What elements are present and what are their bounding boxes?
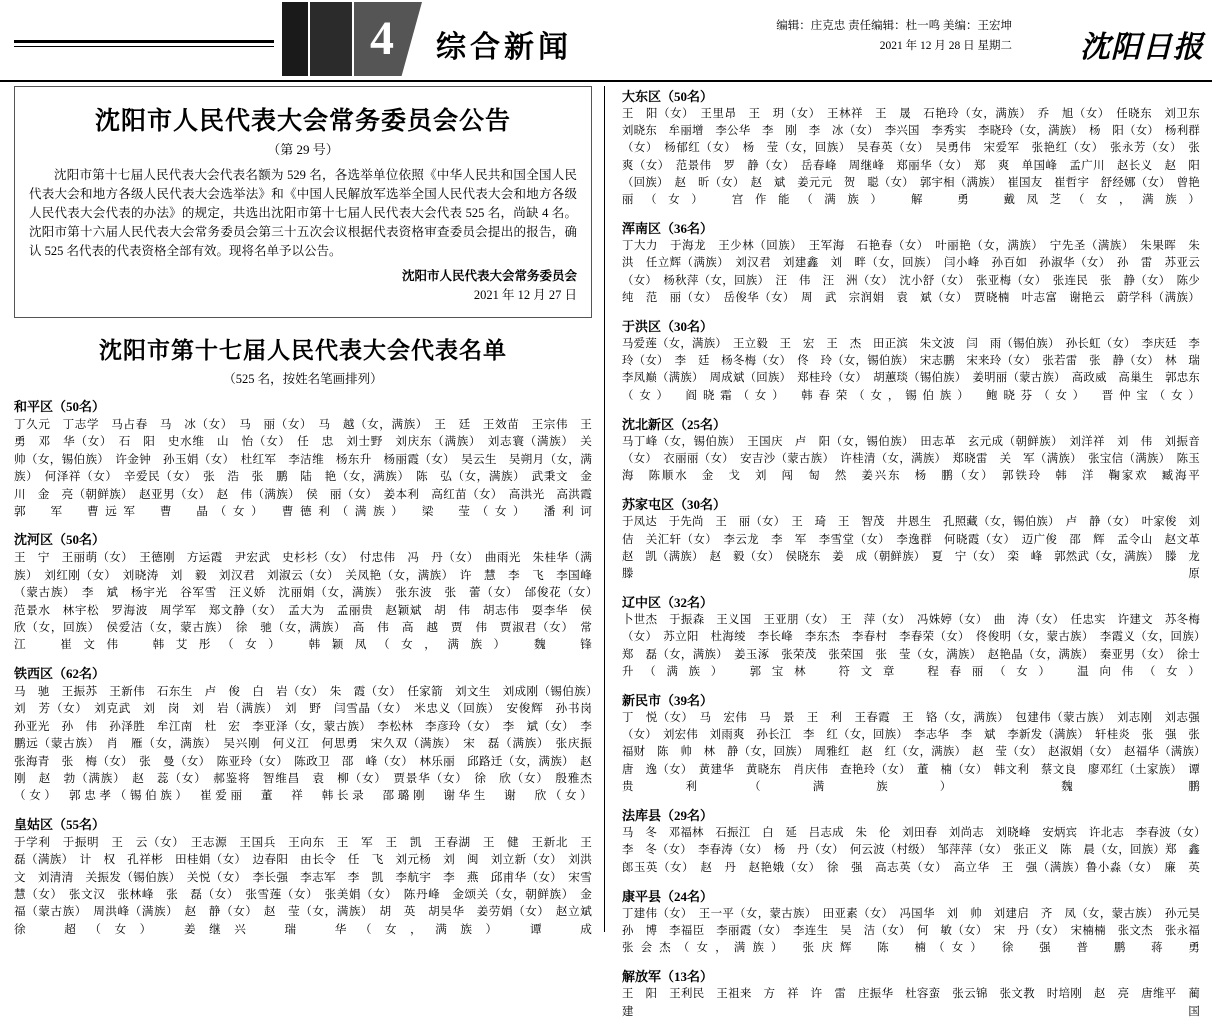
district-group [622,805,1212,877]
district-heading: 新民市（39名） [622,693,714,709]
district-heading: 和平区（50名） [14,399,106,414]
district-group [622,316,1212,405]
district-names: 卜世杰 于振森 王义国 王亚朋（女） 王 萍（女） 冯姝婷（女） 曲 涛（女） 任忠实 许建文 苏冬梅（女） 苏立阳 杜海绫 李长峰 李东杰 李春村 李春荣（女） 佟俊明（女，蒙古族） 李霞义（女，回族） 郑 磊（女，满族） 姜玉涿 张荣茂 张荣国 张 莹（女，满族） 赵艳晶（女，满族） 秦亚男（女） 徐士升（满族） 郭宝林 符文章 程春丽（女） 温向伟（女） [622,614,1212,678]
masthead-block-graphic [282,2,422,76]
list-title: 沈阳市第十七届人民代表大会代表名单 [99,338,507,363]
district-heading: 苏家屯区（30名） [622,497,727,513]
district-heading: 铁西区（62名） [14,665,106,681]
masthead-credits [776,16,1012,56]
district-group [14,663,604,805]
right-column [622,86,1212,1021]
district-group [14,529,604,653]
list-subtitle: （525 名，按姓名笔画排列） [223,372,383,386]
district-group [622,690,1212,796]
masthead-rule-bottom [14,46,274,47]
masthead-block-1 [282,2,308,76]
district-names: 王 阳 王利民 王祖来 方 祥 许 雷 庄振华 杜容蛮 张云锦 张文教 时培刚 赵 亮 唐维平 蔺建国 [622,988,1200,1018]
district-heading: 法库县（29名） [622,808,714,824]
district-heading: 浑南区（36名） [622,221,714,237]
credits-editors: 编辑：庄克忠 责任编辑：杜一鸣 美编：王宏坤 [776,20,1012,32]
announcement-number: （第 29 号） [267,142,339,157]
district-names: 丁久元 丁志学 马占春 马 冰（女） 马 丽（女） 马 越（女，满族） 王 廷 王效苗 王宗伟 王 勇 邓 华（女） 石 阳 史水维 山 怡（女） 任 忠 刘士野 刘庆东（满族） 刘志寰（满族） 关 帅（女，锡伯族） 许金钟 孙玉娟（女） 杜红军 李洁维 杨东升 杨丽霞（女） 吴云生 吴朔月（女，满族） 何泽祥（女） 辛爱民（女） 张 浩 张 鹏 陆 艳（女，满族） 陈 弘（女，满族） 武秉文 金 川 金 亮（朝鲜族） 赵亚男（女） 赵 伟（满族） 侯 丽（女） 姜本利 高红苗（女） 高洪光 高洪霞 郭 军 曹远军 曹 晶（女） 曹德利（满族） 梁 莹（女） 潘利诃 [14,418,604,519]
district-names: 马爱莲（女，满族） 王立毅 王 宏 王 杰 田正滨 朱文波 闫 雨（锡伯族） 孙长虹（女） 李庆廷 李 玲（女） 李 廷 杨冬梅（女） 佟 玲（女，锡伯族） 宋志鹏 宋来玲（女） 张若雷 张 静（女） 林 瑞 李凤巅（满族） 周成斌（回族） 郑桂玲（女） 胡蕙琰（锡伯族） 姜明丽（蒙古族） 高政威 高巢生 郭忠东（女） 阎晓霜（女） 韩春荣（女，锡伯族） 鲍晓芬（女） 晋仲宝（女） [622,338,1212,402]
masthead-rule-top [14,40,274,43]
district-names: 马 冬 邓福林 石振江 白 延 吕志成 朱 伦 刘田春 刘尚志 刘晓峰 安炳宾 许北志 李春波（女） 李 冬（女） 李春涛（女） 杨 丹（女） 何云波（村级） 邹萍萍（女） 张正义 陈 晨（女，回族）郑 鑫 郎玉英（女） 赵 丹 赵艳娥（女） 徐 强 高志英（女） 高立华 王 强（满族）鲁小淼（女） 廉 英 [622,827,1212,874]
district-heading: 于洪区（30名） [622,319,714,335]
district-heading: 沈北新区（25名） [622,416,727,432]
district-names: 马丁峰（女，锡伯族） 王国庆 卢 阳（女，锡伯族） 田志革 玄元成（朝鲜族） 刘洋祥 刘 伟 刘振音（女） 衣丽丽（女） 安吉沙（蒙古族） 许桂清（女，满族） 郑晓雷 关 军（满族） 张宝信（满族） 陈玉海 陈顺水 金 戈 刘 闯 匋 然 姜兴东 杨 鹏（女） 郭铁玲 韩 洋 鞠家欢 臧海平 [622,435,1200,483]
left-column [14,86,604,938]
district-heading: 大东区（50名） [622,89,714,104]
district-group [622,414,1200,486]
district-group [622,218,1212,307]
district-names: 王 阳（女） 王里昂 王 玥（女） 王林祥 王 晟 石艳玲（女，满族） 乔 旭（女） 任晓东 刘卫东 刘晓东 牟丽增 李公华 李 刚 李 冰（女） 李兴国 李秀实 李晓玲（女，满族） 杨 阳（女） 杨利群（女） 杨郁红（女） 杨 莹（女，回族） 吴春英（女） 吴勇伟 宋爱军 张艳红（女） 张永芳（女） 张 爽（女） 范景伟 罗 静（女） 岳春峰 周继峰 郑丽华（女） 郑 爽 单国峰 孟广川 赵长义 赵 阳（回族） 赵 昕（女） 赵 斌 姜元元 贺 聪（女） 郭宇相（满族） 崔国友 崔哲宇 舒经娜（女） 曾艳丽（女） 宫作能（满族） 解 勇 戴凤芝（女，满族） [622,108,1212,207]
district-heading: 沈河区（50名） [14,532,106,548]
district-heading: 康平县（24名） [622,888,714,904]
district-names: 丁大力 于海龙 王少林（回族） 王军海 石艳春（女） 叶丽艳（女，满族） 宁先圣（满族） 朱果晖 朱 洪 任立辉（满族） 刘汉君 刘建鑫 刘 畔（女，回族） 闫小峰 孙百如 孙淑华（女） 孙 雷 苏亚云（女） 杨秋萍（女，回族） 汪 伟 汪 洲（女） 沈小舒（女） 张亚梅（女） 张连民 张 静（女） 陈少纯 范 丽（女） 岳俊华（女） 周 武 宗润娟 袁 斌（女） 贾晓楠 叶志富 谢艳云 蔚学科（满族） [622,240,1212,304]
masthead-block-2 [310,2,352,76]
district-group [14,814,604,938]
district-group [622,86,1212,209]
district-group [14,396,604,520]
district-group [622,966,1200,1020]
district-heading: 皇姑区（55名） [14,816,106,832]
announcement-box [14,86,592,318]
announcement-date: 2021 年 12 月 27 日 [473,288,577,302]
content-columns [0,86,1212,1018]
district-names: 于凤达 于先尚 王 丽（女） 王 琦 王 智茂 井恩生 孔照藏（女，锡伯族） 卢 静（女） 叶家俊 刘 佶 关汇轩（女） 李云龙 李 军 李雪堂（女） 李逸群 何晓霞（女） 迈广俊 邵 辉 孟令山 赵文革 赵 凯（满族） 赵 毅（女） 侯晓东 姜 成（朝鲜族） 夏 宁（女） 栾 峰 郭然武（女，满族） 滕 龙 滕 原 [622,516,1212,581]
section-title: 综合新闻 [436,31,572,64]
page-number: 4 [370,12,394,65]
column-divider [604,86,605,932]
district-names: 丁建伟（女） 王一平（女，蒙古族） 田亚素（女） 冯国华 刘 帅 刘建启 齐 凤（女，蒙古族） 孙元昊 孙 博 李福臣 李丽霞（女） 李连生 吴 洁（女） 何 敏（女） 宋 丹（女） 宋楠楠 张文杰 张永福 张会杰（女，满族） 张庆辉 陈 楠（女） 徐 强 普 鹏 蒋 勇 [622,907,1212,955]
district-group [622,592,1212,681]
masthead [0,0,1212,82]
district-names: 丁 悦（女） 马 宏伟 马 景 王 利 王春霞 王 铬（女，满族） 包建伟（蒙古族） 刘志刚 刘志强（女） 刘宏伟 刘雨爽 孙长江 李 红（女，回族） 李志华 李 斌 李新发（满族） 轩桂炎 张 强 张福财 陈 帅 林 静（女，回族） 周雅红 赵 红（女，满族） 赵 莹（女） 赵淑娟（女） 赵福华（满族） 唐 逸（女） 黄建华 黄晓东 肖庆伟 查艳玲（女） 董 楠（女） 韩文利 蔡文良 廖邓红（土家族） 谭贵利（满族） 魏 鹏 [622,712,1212,793]
announcement-title: 沈阳市人民代表大会常务委员会公告 [94,108,511,135]
announcement-signature: 沈阳市人民代表大会常务委员会 [401,269,577,283]
district-names: 于学利 于振明 王 云（女） 王志源 王国兵 王向东 王 军 王 凯 王春湖 王 健 王新北 王 磊（满族） 计 权 孔祥彬 田桂娟（女） 边春阳 由长令 任 飞 刘元杨 刘 闽 刘立新（女） 刘洪文 刘清清 关振发（锡伯族） 关悦（女） 李长强 李志军 李 凯 李航宇 李 燕 邱甫华（女） 宋雪慧（女） 张文汉 张林峰 张 磊（女） 张雪莲（女） 张美娟（女） 陈丹峰 金颂关（女，朝鲜族） 金 福（蒙古族） 周洪峰（满族） 赵 静（女） 赵 莹（女，满族） 胡 英 胡吴华 姜劳娟（女） 赵立斌 徐 超（女） 姜继兴 瑞 华（女，满族） 谭 成 [14,835,604,936]
district-names: 王 宁 王丽萌（女） 王德刚 方运霞 尹宏武 史杉杉（女） 付忠伟 冯 丹（女） 曲雨光 朱桂华（满族） 刘红刚（女） 刘晓涛 刘 毅 刘汉君 刘淑云（女） 关凤艳（女，满族） 许 慧 李 飞 李国峰（蒙古族） 李 斌 杨宇光 谷军雪 汪义娇 沈丽娟（女，满族） 张东波 张 蕾（女） 邰俊花（女） 范景水 林宇松 罗海波 周学军 郑文静（女） 孟大为 孟丽贵 赵颖斌 胡 伟 胡志伟 耍李华 侯 欣（女，回族） 侯爱洁（女，蒙古族） 徐 驰（女，满族） 高 伟 高 越 贾 伟 贾淑君（女） 常 江 崔文伟 韩艾彤（女） 韩颖凤（女，满族） 魏 锋 [14,551,604,652]
publication-date: 2021 年 12 月 28 日 星期二 [879,40,1012,52]
paper-logo: 沈阳日报 [1080,31,1204,64]
district-group [622,886,1212,958]
announcement-body: 沈阳市第十七届人民代表大会代表名额为 529 名，各选举单位依照《中华人民共和国全国人民代表大会和地方各级人民代表大会选举法》和《中国人民解放军选举全国人民代表大会和地方各级人民代表大会代表的办法》的规定，共选出沈阳市第十七届人民代表大会代表 525 名，尚缺 4 名。沈阳市第十六届人民代表大会常务委员会第三十五次会议根据代表资格审查委员会提出的报告，确认 525 名代表的代表资格全部有效。现将名单予以公告。 [29,168,577,258]
district-group [622,494,1212,583]
district-heading: 解放军（13名） [622,969,714,985]
district-heading: 辽中区（32名） [622,595,714,611]
district-names: 马 驰 王振苏 王新伟 石东生 卢 俊 白 岩（女） 朱 霞（女） 任家箭 刘文生 刘成刚（锡伯族） 刘 芳（女） 刘克武 刘 岗 刘 岩（满族） 刘 野 闫雪晶（女） 米忠义（回族） 安俊辉 孙书岗 孙亚光 孙 伟 孙泽胜 牟江南 杜 宏 李亚泽（女，蒙古族） 李松林 李彦玲（女） 李 斌（女） 李鹏远（蒙古族） 肖 雁（女，满族） 吴兴刚 何义江 何思勇 宋久双（满族） 宋 磊（满族） 张庆振 张海青 张 梅（女） 张 曼（女） 陈亚玲（女） 陈政卫 邵 峰（女） 林乐丽 邱路迁（女，满族） 赵 刚 赵 勃（满族） 赵 蕊（女） 郝鉴将 智维昌 袁 柳（女） 贾景华（女） 徐 欣（女） 殷雅杰（女） 郭忠孝（锡伯族） 崔爱丽 董 祥 韩长录 邵璐刚 谢华生 谢 欣（女） [14,684,604,803]
